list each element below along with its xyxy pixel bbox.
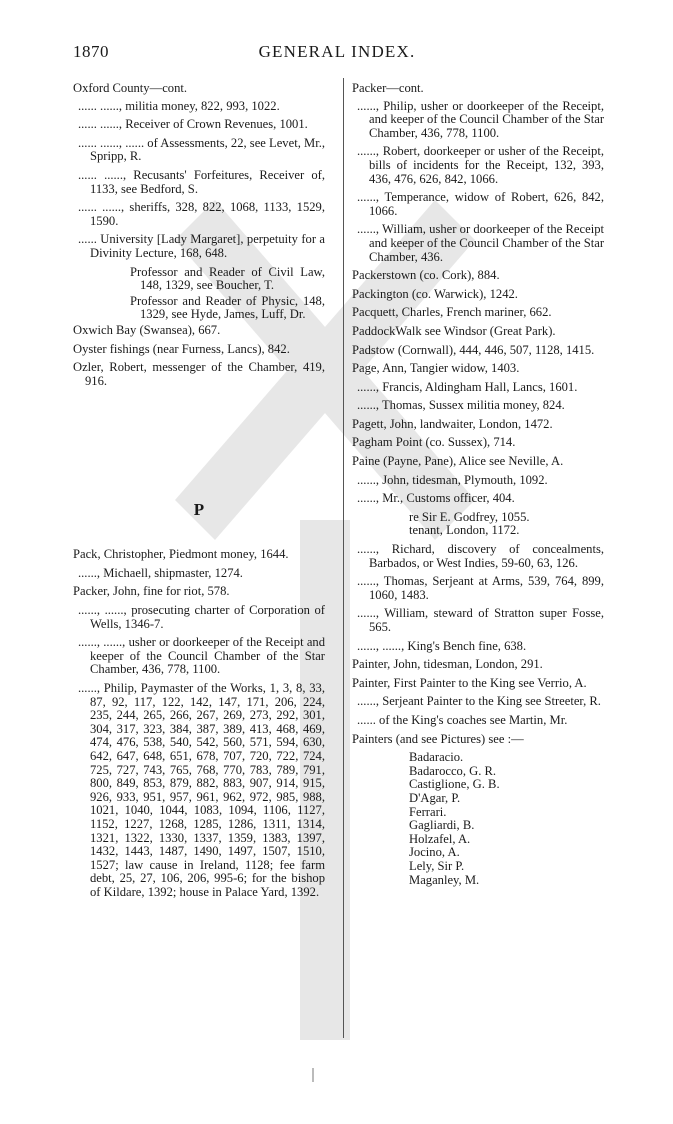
index-entry: Painter, First Painter to the King see Verrio, A.: [352, 675, 587, 690]
index-entry: Packer, John, fine for riot, 578.: [73, 584, 230, 599]
index-entry-list: [352, 100, 604, 888]
index-entry: ......, William, steward of Stratton super Fosse, 565.: [357, 606, 604, 634]
index-entry-list: [73, 100, 325, 389]
left-column: [73, 82, 325, 905]
index-entry: Pagett, John, landwaiter, London, 1472.: [352, 416, 553, 431]
index-entry: ......, ......, King's Bench fine, 638.: [357, 638, 527, 653]
index-entry: Ferrari.: [409, 804, 447, 819]
section-letter: P: [193, 500, 205, 520]
index-entry: re Sir E. Godfrey, 1055.: [409, 509, 530, 524]
index-entry: Packington (co. Warwick), 1242.: [352, 286, 518, 301]
index-entry: ......, Serjeant Painter to the King see Streeter, R.: [357, 694, 601, 709]
page-header: [73, 42, 601, 64]
index-entry: Maganley, M.: [409, 872, 480, 887]
index-entry: ......, ......, prosecuting charter of Corporation of Wells, 1346-7.: [78, 603, 325, 631]
index-entry: Lely, Sir P.: [409, 858, 465, 873]
index-entry: Packerstown (co. Cork), 884.: [352, 268, 500, 283]
index-entry: Pagham Point (co. Sussex), 714.: [352, 435, 516, 450]
index-entry: ......, Mr., Customs officer, 404.: [357, 491, 515, 506]
index-entry: Gagliardi, B.: [409, 818, 475, 833]
index-entry: Badaracio.: [409, 750, 464, 765]
index-entry: ......, John, tidesman, Plymouth, 1092.: [357, 472, 548, 487]
index-entry-list: [73, 548, 325, 899]
index-entry: Painter, John, tidesman, London, 291.: [352, 657, 543, 672]
index-entry: Holzafel, A.: [409, 831, 471, 846]
index-entry: Pack, Christopher, Piedmont money, 1644.: [73, 547, 289, 562]
index-entry: Oyster fishings (near Furness, Lancs), 842.: [73, 341, 290, 356]
index-entry: ...... ......, Recusants' Forfeitures, Receiver of, 1133, see Bedford, S.: [78, 167, 325, 196]
index-entry: ......, Thomas, Sussex militia money, 824.: [357, 398, 565, 413]
column-divider: [343, 78, 344, 1038]
index-entry: Jocino, A.: [409, 845, 460, 860]
index-entry: Paine (Payne, Pane), Alice see Neville, A.: [352, 454, 564, 469]
continued-heading: Oxford County—cont.: [73, 81, 188, 95]
index-entry: Professor and Reader of Physic, 148, 1329, see Hyde, James, Luff, Dr.: [130, 293, 325, 322]
index-entry: ......, ......, usher or doorkeeper of the Receipt and keeper of the Council Chamber of the Star Chamber, 436, 778, 1100.: [78, 635, 325, 677]
index-entry: ......, Temperance, widow of Robert, 626, 842, 1066.: [357, 190, 604, 218]
index-entry: Pacquett, Charles, French mariner, 662.: [352, 305, 552, 320]
index-entry: Castiglione, G. B.: [409, 777, 500, 792]
continued-heading: Packer—cont.: [352, 81, 424, 95]
index-entry: Padstow (Cornwall), 444, 446, 507, 1128, 1415.: [352, 342, 595, 357]
index-entry: Page, Ann, Tangier widow, 1403.: [352, 361, 520, 376]
index-entry: Painters (and see Pictures) see :—: [352, 731, 524, 746]
index-entry: Oxwich Bay (Swansea), 667.: [73, 322, 221, 337]
index-entry: ...... University [Lady Margaret], perpetuity for a Divinity Lecture, 168, 648.: [78, 232, 325, 260]
index-entry: ...... of the King's coaches see Martin, Mr.: [357, 712, 568, 727]
index-entry: ......, Philip, Paymaster of the Works, 1, 3, 8, 33, 87, 92, 117, 122, 142, 147, 171, 206, 224, 235, 244, 265, 266, 267, 269, 273, 292, 301, 304, 317, 323, 384, 387, 389, 413, 468, 469, 474, 476, 538, 540, 542, 560, 571, 594, 630, 642, 647, 648, 651, 678, 707, 720, 722, 724, 725, 727, 743, 765, 768, 770, 783, 789, 791, 800, 849, 853, 879, 882, 883, 907, 914, 915, 926, 933, 951, 957, 961, 962, 972, 985, 988, 1021, 1040, 1044, 1083, 1094, 1106, 1127, 1152, 1227, 1268, 1285, 1286, 1311, 1314, 1321, 1322, 1330, 1337, 1359, 1383, 1397, 1432, 1443, 1487, 1490, 1497, 1507, 1510, 1527; law cause in Ireland, 1128; fee farm debt, 25, 27, 106, 206, 995-6; for the bishop of Kildare, 1392; house in Palace Yard, 1392.: [78, 681, 325, 899]
index-entry: tenant, London, 1172.: [409, 523, 520, 538]
right-column: [352, 82, 604, 887]
index-entry: ...... ......, ...... of Assessments, 22, see Levet, Mr., Spripp, R.: [78, 135, 325, 164]
index-entry: ......, Francis, Aldingham Hall, Lancs, 1601.: [357, 379, 578, 394]
index-entry: Professor and Reader of Civil Law, 148, 1329, see Boucher, T.: [130, 264, 325, 293]
index-entry: ......, Michaell, shipmaster, 1274.: [78, 565, 243, 580]
index-entry: ...... ......, sheriffs, 328, 822, 1068, 1133, 1529, 1590.: [78, 200, 325, 228]
index-entry: ......, Robert, doorkeeper or usher of the Receipt, bills of incidents for the Receipt, 132, 393, 436, 476, 626, 842, 1066.: [357, 144, 604, 186]
running-title: GENERAL INDEX.: [258, 42, 416, 61]
index-entry: ...... ......, Receiver of Crown Revenues, 1001.: [78, 117, 308, 132]
page-number: 1870: [73, 42, 109, 61]
index-entry: ......, Thomas, Serjeant at Arms, 539, 764, 899, 1060, 1483.: [357, 574, 604, 602]
index-entry: Badarocco, G. R.: [409, 763, 497, 778]
index-entry: Ozler, Robert, messenger of the Chamber, 419, 916.: [73, 360, 325, 388]
index-entry: ......, Philip, usher or doorkeeper of the Receipt, and keeper of the Council Chamber of the Star Chamber, 436, 778, 1100.: [357, 98, 605, 140]
index-entry: D'Agar, P.: [409, 790, 461, 805]
index-entry: ......, William, usher or doorkeeper of the Receipt and keeper of the Council Chamber of the Star Chamber, 436.: [357, 222, 605, 264]
index-entry: ......, Richard, discovery of concealments, Barbados, or West Indies, 59-60, 63, 126.: [357, 542, 604, 570]
scan-mark: [312, 1068, 314, 1082]
index-entry: PaddockWalk see Windsor (Great Park).: [352, 323, 556, 338]
index-entry: ...... ......, militia money, 822, 993, 1022.: [78, 98, 280, 113]
